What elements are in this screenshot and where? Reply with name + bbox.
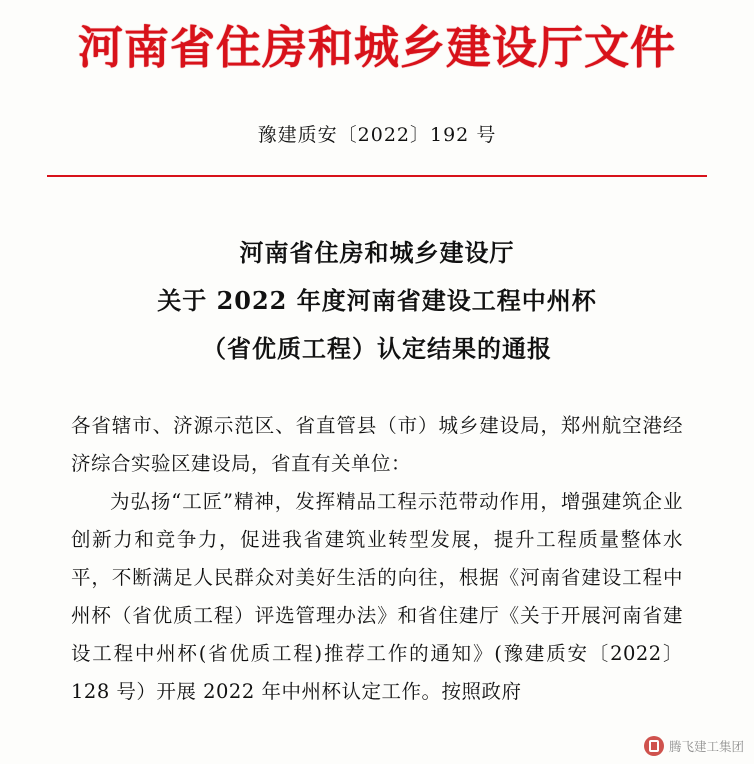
document-number: 豫建质安〔2022〕192 号 (257, 123, 497, 146)
body-paragraph-addressee: 各省辖市、济源示范区、省直管县（市）城乡建设局，郑州航空港经济综合实验区建设局，省直有关单位： (71, 413, 683, 475)
heading-line-3: （省优质工程）认定结果的通报 (202, 333, 552, 363)
heading-line-1: 河南省住房和城乡建设厅 (239, 237, 515, 267)
red-divider-rule (47, 175, 707, 177)
body-paragraph-1: 为弘扬“工匠”精神，发挥精品工程示范带动作用，增强建筑企业创新力和竞争力，促进我省建筑业转型发展，提升工程质量整体水平，不断满足人民群众对美好生活的向往，根据《河南省建设工程中州杯（省优质工程）评选管理办法》和省住建厅《关于开展河南省建设工程中州杯(省优质工程)推荐工作的通知》(豫建质安〔2022〕128 号）开展 2022 年中州杯认定工作。按照政府 (71, 489, 683, 703)
company-logo-icon (644, 736, 664, 756)
masthead-title: 河南省住房和城乡建设厅文件 (77, 21, 676, 74)
watermark-label: 腾飞建工集团 (668, 739, 744, 754)
watermark (644, 736, 744, 756)
masthead (0, 0, 754, 74)
heading-line-2: 关于 2022 年度河南省建设工程中州杯 (157, 285, 597, 315)
document-heading (0, 229, 754, 373)
document-body (71, 407, 683, 711)
